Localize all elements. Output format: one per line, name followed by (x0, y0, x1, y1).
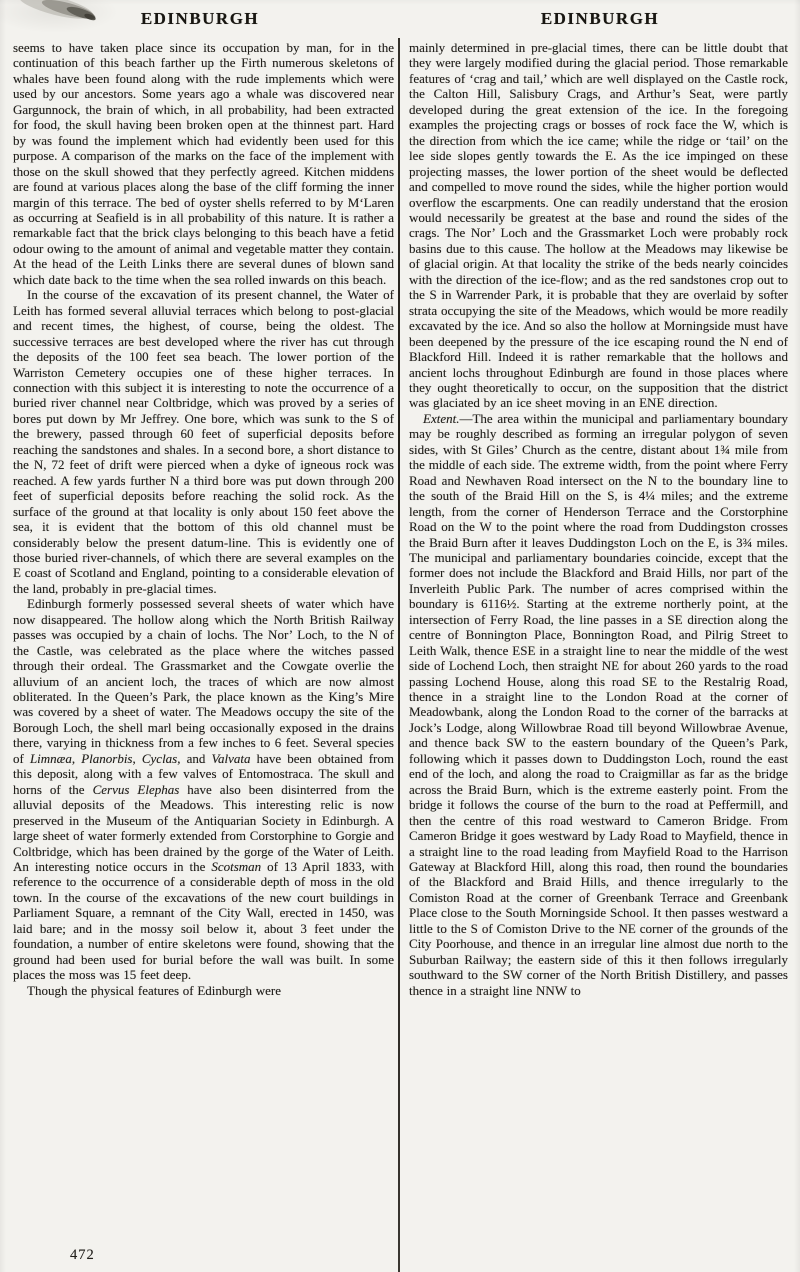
column-divider-rule (398, 38, 400, 1272)
paragraph: mainly determined in pre-glacial times, there can be little doubt that they were largely modified during the glacial period. Those remarkable features of ‘crag and tail,’ which are well displayed on the Castle rock, the Calton Hill, Salisbury Crags, and Arthur’s Seat, were partly developed during the great extension of the ice. In the foregoing examples the projecting crags or bosses of rock face the W, which is the direction from which the ice came; while the ridge or ‘tail’ on the lee side slopes gently towards the E. As the ice impinged on these projecting masses, the lower portion of the sheet would be deflected and compelled to move round the sides, while the higher portion would overflow the escarpments. One can readily understand that the erosion would necessarily be greatest at the base and round the sides of the crags. The Nor’ Loch and the Grassmarket Loch were probably rock basins due to this cause. The hollow at the Meadows may likewise be of glacial origin. At that locality the strike of the beds nearly coincides with the direction of the ice-flow; and as the red sandstones crop out to the S in Warrender Park, it is probable that they are overlaid by softer strata occupying the site of the Meadows, which would be more readily excavated by the ice. And so also the hollow at Morningside must have been deepened by the pressure of the ice escaping round the N end of Blackford Hill. Indeed it is rather remarkable that the hollows and ancient lochs throughout Edinburgh are found in those places where they ought theoretically to occur, on the supposition that the district was glaciated by an ice sheet moving in an ENE direction. (409, 40, 788, 411)
running-head-right: EDINBURGH (540, 9, 660, 28)
paragraph: Extent.—The area within the municipal and parliamentary boundary may be roughly described as forming an irregular polygon of seven sides, with St Giles’ Church as the centre, distant about 1¾ mile from the middle of each side. The extreme width, from the point where Ferry Road and Newhaven Road intersect on the N to the boundary line to the south of the Braid Hill on the S, is 4¼ miles; and the extreme length, from the corner of Henderson Terrace and the Corstorphine Road on the W to the point where the road from Duddingston crosses the Braid Burn after it leaves Duddingston Loch on the E, is 3¾ miles. The municipal and parliamentary boundaries coincide, except that the former does not include the Blackford and Braid Hills, nor part of the Inverleith Public Park. The number of acres comprised within the boundary is 6116½. Starting at the extreme northerly point, at the intersection of Ferry Road, the line passes in a SE direction along the centre of Bonnington Place, Bonnington Road, and Pilrig Street to Leith Walk, thence ESE in a straight line to near the middle of the west side of Lochend Loch, then straight NE for about 260 yards to the road passing Lochend House, along this road SE to the Restalrig Road, thence in a straight line to the London Road at the corner of Meadowbank, along the London Road to the corner of the barracks at Jock’s Lodge, along Willowbrae Road till beyond Willowbrae Avenue, and thence back SW to the eastern boundary of the Queen’s Park, following which it passes down to Duddingston Loch, round the east end of the loch, and along the road to Craigmillar as far as the bridge across the Braid Burn, which is the extreme easterly point. From the bridge it follows the course of the burn to the road at Peffermill, and then the centre of this road westward to Cameron Bridge. From Cameron Bridge it goes westward by Lady Road to Mayfield, thence in a straight line to the road leading from Mayfield Road to the Harrison Gateway at Blackford Hill, along this road, then round the boundaries of the Blackford and Braid Hills, and thence irregularly to the Comiston Road at the corner of Greenbank Terrace and Greenbank Place close to the South Morningside School. It then passes westward a little to the S of Comiston Drive to the NE corner of the grounds of the City Poorhouse, and thence in an irregular line almost due north to the Suburban Railway; the eastern side of this it then follows irregularly southward to the SW corner of the North British Distillery, and passes thence in a straight line NNW to (409, 410, 788, 998)
page-number: 472 (70, 1247, 95, 1263)
paragraph: seems to have taken place since its occupation by man, for in the continuation of this beach farther up the Firth numerous skeletons of whales have been found along with the rude implements which were used by our ancestors. Some years ago a whale was discovered near Gargunnock, the brain of which, in all probability, had been extracted for food, the skull having been broken open at the thinnest part. Hard by was found the implement which had evidently been used for this purpose. A comparison of the marks on the face of the implement with those on the skull showed that they perfectly agreed. Kitchen middens are found at various places along the base of the cliff forming the inner margin of this terrace. The bed of oyster shells referred to by M‘Laren as occurring at Seafield is in all probability of this nature. It is rather a remarkable fact that the brick clays belonging to this beach have a fetid odour owing to the amount of animal and vegetable matter they contain. At the head of the Leith Links there are several dunes of blown sand which date back to the time when the sea rolled inwards on this beach. (13, 40, 394, 287)
paragraph: In the course of the excavation of its present channel, the Water of Leith has formed several alluvial terraces which belong to post-glacial and recent times, the highest, of course, being the oldest. The successive terraces are best developed where the river has cut through the deposits of the 100 feet sea beach. The lower portion of the Warriston Cemetery occupies one of these higher terraces. In connection with this subject it is interesting to note the occurrence of a buried river channel near Coltbridge, which was proved by a series of bores put down by Mr Jeffrey. One bore, which was sunk to the S of the brewery, passed through 60 feet of superficial deposits before reaching the sandstones and shales. In a second bore, a short distance to the N, 72 feet of drift were pierced when a dyke of igneous rock was reached. A few yards further N a third bore was put down through 200 feet of superficial deposits before reaching the solid rock. As the surface of the ground at that locality is only about 150 feet above the sea, it is evident that the bottom of this old channel must be considerably below the present datum-line. This is evidently one of those buried river-channels, of which there are several examples on the E coast of Scotland and England, pointing to a considerable elevation of the land, probably in pre-glacial times. (13, 287, 394, 596)
text-column-left (13, 40, 394, 998)
paragraph: Edinburgh formerly possessed several sheets of water which have now disappeared. The hollow along which the North British Railway passes was occupied by a chain of lochs. The Nor’ Loch, to the N of the Castle, was celebrated as the place where the witches passed through their ordeal. The Grassmarket and the Cowgate overlie the alluvium of an ancient loch, the traces of which are now almost obliterated. In the Queen’s Park, the place known as the King’s Mire was covered by a sheet of water. The Meadows occupy the site of the Borough Loch, the shell marl being occasionally exposed in the drains there, varying in thickness from a few inches to 6 feet. Several species of Limnæa, Planorbis, Cyclas, and Valvata have been obtained from this deposit, along with a few valves of Entomostraca. The skull and horns of the Cervus Elephas have also been disinterred from the alluvial deposits of the Meadows. This interesting relic is now preserved in the Museum of the Antiquarian Society in Edinburgh. A large sheet of water formerly extended from Corstorphine to Gorgie and Coltbridge, which has been drained by the gorge of the Water of Leith. An interesting notice occurs in the Scotsman of 13 April 1833, with reference to the occurrence of a considerable depth of moss in the old town. In the course of the excavations of the new court buildings in Parliament Square, a remnant of the City Wall, erected in 1450, was laid bare; and in the mossy soil below it, about 3 feet under the foundation, a number of entire skeletons were found, showing that the ground had been used for burial before the wall was built. In some places the moss was 15 feet deep. (13, 596, 395, 983)
paragraph: Though the physical features of Edinburgh were (27, 982, 282, 998)
running-head-left: EDINBURGH (140, 9, 260, 28)
running-heads (0, 9, 800, 29)
text-column-right (409, 40, 788, 998)
